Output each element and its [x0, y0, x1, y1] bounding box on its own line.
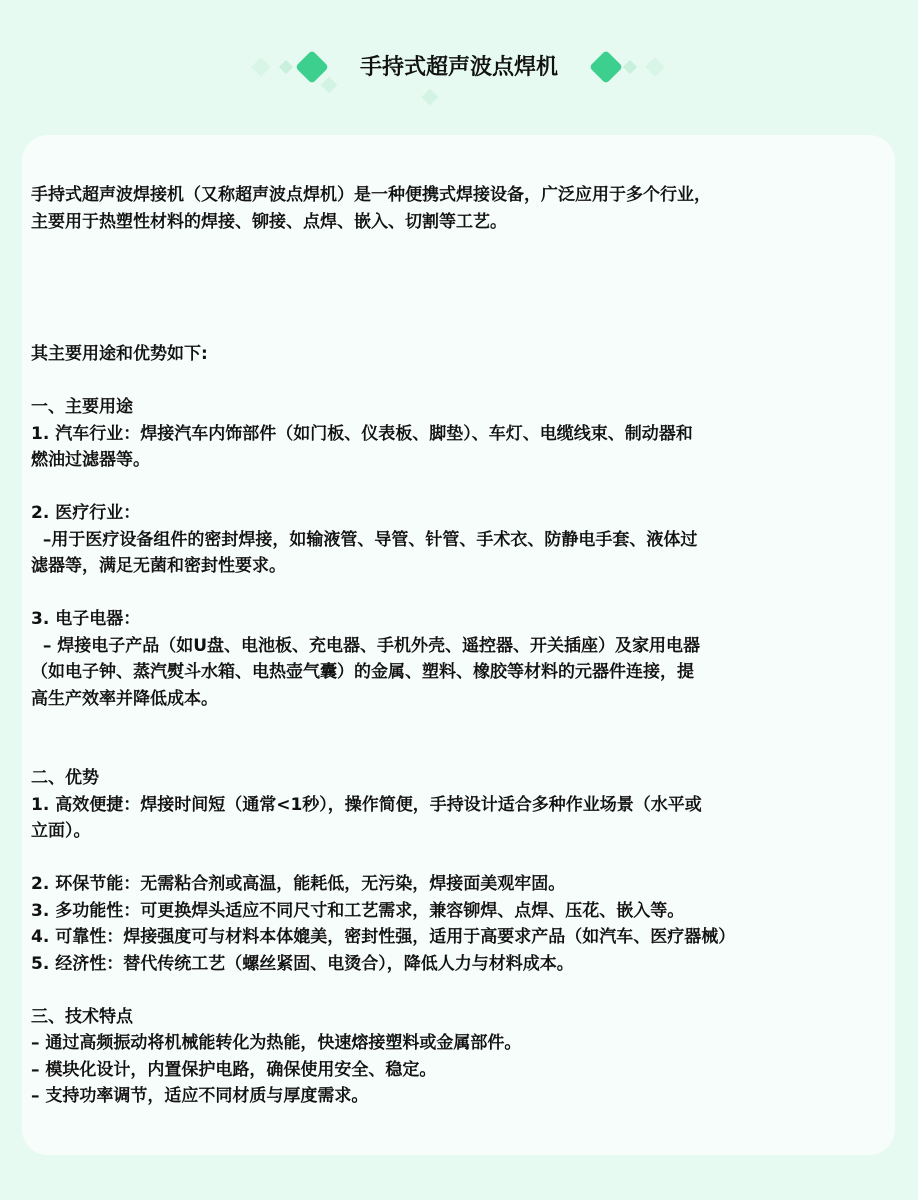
advantage-line: 4. 可靠性：焊接强度可与材料本体媲美，密封性强，适用于高要求产品（如汽车、医疗器械）	[31, 927, 736, 947]
feature-item: – 通过高频振动将机械能转化为热能，快速熔接塑料或金属部件。	[31, 1033, 522, 1053]
article-body	[31, 182, 901, 1110]
feature-item: – 模块化设计，内置保护电路，确保使用安全、稳定。	[31, 1059, 437, 1080]
use-electronics-line: （如电子钟、蒸汽熨斗水箱、电热壶气囊）的金属、塑料、橡胶等材料的元器件连接，提	[31, 662, 694, 682]
use-electronics-line: – 焊接电子产品（如U盘、电池板、充电器、手机外壳、遥控器、开关插座）及家用电器	[31, 635, 701, 656]
advantage-line: 立面）。	[31, 821, 91, 841]
lead-text: 其主要用途和优势如下:	[31, 344, 208, 364]
intro-line: 主要用于热塑性材料的焊接、铆接、点焊、嵌入、切割等工艺。	[31, 211, 507, 232]
advantage-line: 5. 经济性：替代传统工艺（螺丝紧固、电烫合），降低人力与材料成本。	[31, 953, 574, 974]
use-electronics-line: 高生产效率并降低成本。	[31, 688, 218, 709]
advantage-line: 2. 环保节能：无需粘合剂或高温，能耗低，无污染，焊接面美观牢固。	[31, 874, 566, 894]
header-banner	[0, 0, 918, 130]
advantage-line: 3. 多功能性：可更换焊头适应不同尺寸和工艺需求，兼容铆焊、点焊、压花、嵌入等。	[31, 900, 685, 921]
page-title: 手持式超声波点焊机	[359, 55, 558, 80]
section-heading-uses: 一、主要用途	[31, 397, 133, 417]
diamond-decoration	[422, 89, 439, 106]
feature-item: – 支持功率调节，适应不同材质与厚度需求。	[31, 1086, 369, 1106]
use-medical-line: 2. 医疗行业：	[31, 503, 141, 523]
use-medical-line: –用于医疗设备组件的密封焊接，如输液管、导管、针管、手术衣、防静电手套、液体过	[31, 529, 698, 550]
section-heading-advantages: 二、优势	[31, 768, 99, 788]
intro-line: 手持式超声波焊接机（又称超声波点焊机）是一种便携式焊接设备，广泛应用于多个行业，	[31, 185, 711, 205]
use-medical-line: 滤器等，满足无菌和密封性要求。	[31, 556, 286, 576]
advantage-line: 1. 高效便捷：焊接时间短（通常<1秒），操作简便，手持设计适合多种作业场景（水平或	[31, 794, 702, 815]
section-heading-features: 三、技术特点	[31, 1006, 133, 1027]
use-electronics-line: 3. 电子电器：	[31, 609, 141, 629]
use-auto-line: 1. 汽车行业：焊接汽车内饰部件（如门板、仪表板、脚垫）、车灯、电缆线束、制动器和	[31, 423, 693, 444]
use-auto-line: 燃油过滤器等。	[31, 450, 150, 470]
